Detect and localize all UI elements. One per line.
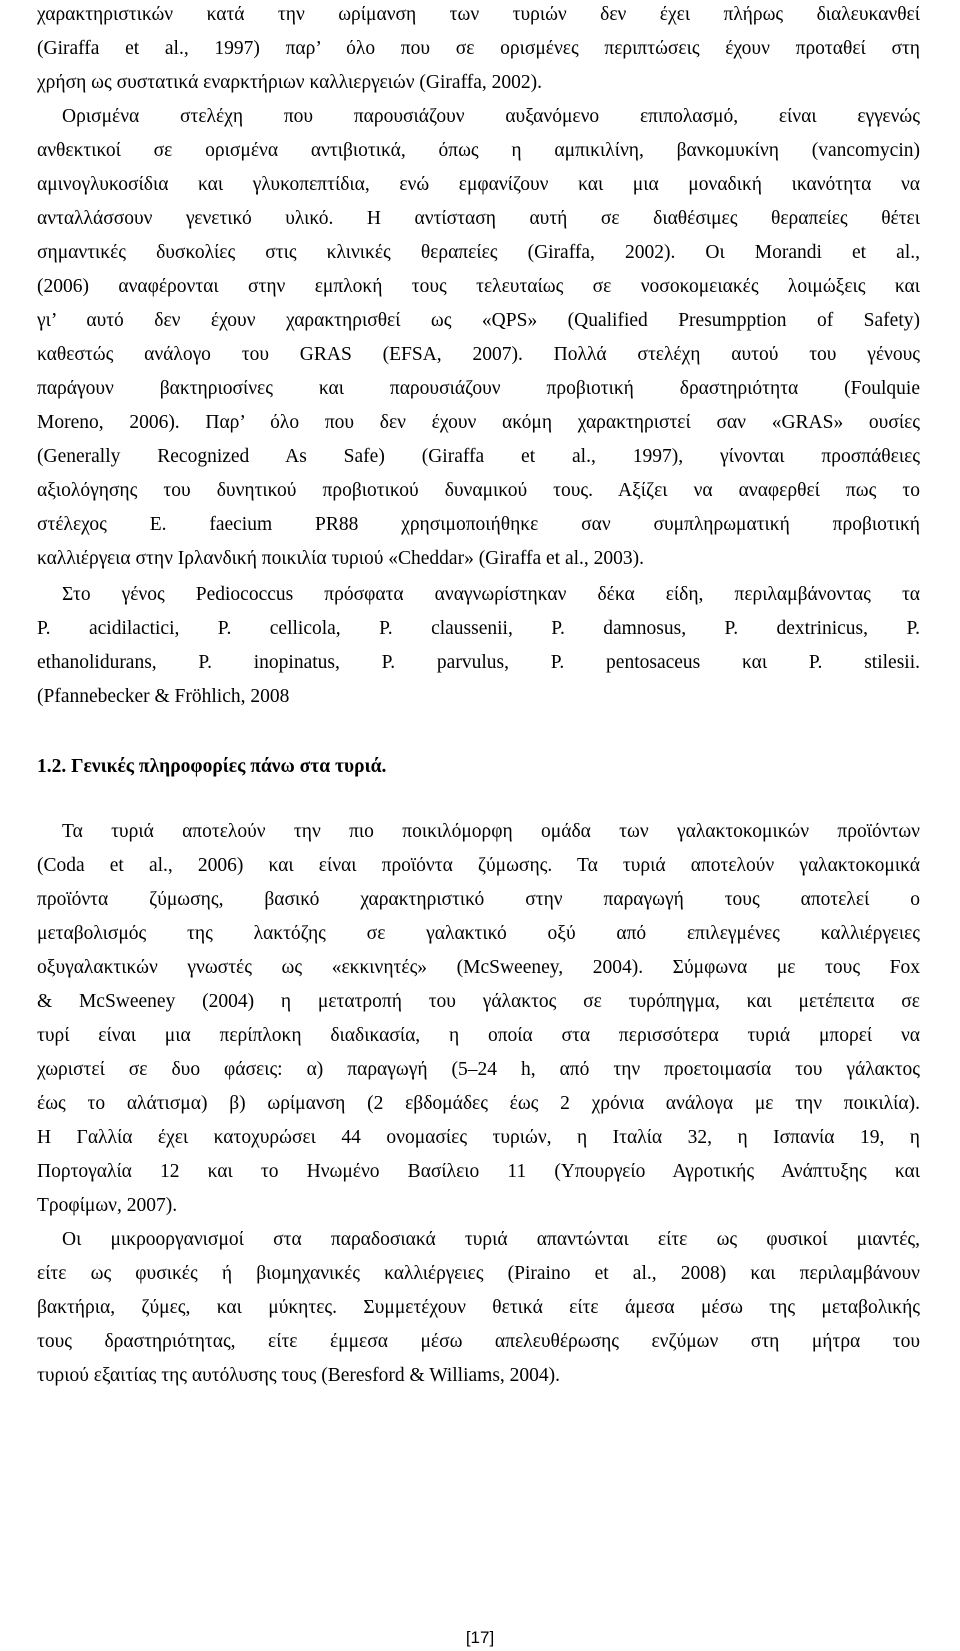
paragraph-3-line-11: Πορτογαλία 12 και το Ηνωμένο Βασίλειο 11 (Υπουργείο Αγροτικής Ανάπτυξης και [37,1161,920,1182]
paragraph-1-line-15: αξιολόγησης του δυνητικού προβιοτικού δυναμικού τους. Αξίζει να αναφερθεί πως το [37,480,920,501]
paragraph-1-line-5: ανθεκτικοί σε ορισμένα αντιβιοτικά, όπως η αμπικιλίνη, βανκομυκίνη (vancomycin) [37,140,920,161]
paragraph-1-line-9: (2006) αναφέρονται στην εμπλοκή τους τελευταίως σε νοσοκομειακές λοιμώξεις και [37,276,920,297]
paragraph-4-line-2: είτε ως φυσικές ή βιομηχανικές καλλιέργειες (Piraino et al., 2008) και περιλαμβάνουν [37,1263,920,1284]
paragraph-1-line-10: γι’ αυτό δεν έχουν χαρακτηρισθεί ως «QPS» (Qualified Presumpption of Safety) [37,310,920,331]
paragraph-2-line-2: P. acidilactici, P. cellicola, P. claussenii, P. damnosus, P. dextrinicus, P. [37,618,920,639]
paragraph-2-line-4: (Pfannebecker & Fröhlich, 2008 [37,686,290,707]
paragraph-2-line-1: Στο γένος Pediococcus πρόσφατα αναγνωρίστηκαν δέκα είδη, περιλαμβάνοντας τα [62,584,920,605]
paragraph-1-line-16: στέλεχος E. faecium PR88 χρησιμοποιήθηκε σαν συμπληρωματική προβιοτική [37,514,920,535]
paragraph-1-line-7: ανταλλάσσουν γενετικό υλικό. Η αντίσταση αυτή σε διαθέσιμες θεραπείες θέτει [37,208,920,229]
paragraph-3-line-1: Τα τυριά αποτελούν την πιο ποικιλόμορφη ομάδα των γαλακτοκομικών προϊόντων [62,821,920,842]
paragraph-4-line-4: τους δραστηριότητας, είτε έμμεσα μέσω απελευθέρωσης ενζύμων στη μήτρα του [37,1331,920,1352]
paragraph-1-line-11: καθεστώς ανάλογο του GRAS (EFSA, 2007). Πολλά στελέχη αυτού του γένους [37,344,920,365]
paragraph-1-line-3: χρήση ως συστατικά εναρκτήριων καλλιεργειών (Giraffa, 2002). [37,72,542,93]
paragraph-3-line-9: έως το αλάτισμα) β) ωρίμανση (2 εβδομάδες έως 2 χρόνια ανάλογα με την ποικιλία). [37,1093,920,1114]
paragraph-1-line-17: καλλιέργεια στην Ιρλανδική ποικιλία τυριού «Cheddar» (Giraffa et al., 2003). [37,548,645,569]
section-heading: 1.2. Γενικές πληροφορίες πάνω στα τυριά. [37,756,387,777]
paragraph-1-line-13: Moreno, 2006). Παρ’ όλο που δεν έχουν ακόμη χαρακτηριστεί σαν «GRAS» ουσίες [37,412,920,433]
paragraph-4-line-5: τυριού εξαιτίας της αυτόλυσης τους (Beresford & Williams, 2004). [37,1365,561,1386]
paragraph-1-line-1: χαρακτηριστικών κατά την ωρίμανση των τυριών δεν έχει πλήρως διαλευκανθεί [37,4,920,25]
page-number: [17] [465,1628,495,1647]
paragraph-1-line-8: σημαντικές δυσκολίες στις κλινικές θεραπείες (Giraffa, 2002). Οι Morandi et al., [37,242,920,263]
paragraph-3-line-8: χωριστεί σε δυο φάσεις: α) παραγωγή (5–24 h, από την προετοιμασία του γάλακτος [37,1059,920,1080]
paragraph-3-line-4: μεταβολισμός της λακτόζης σε γαλακτικό οξύ από επιλεγμένες καλλιέργειες [37,923,920,944]
paragraph-2-line-3: ethanolidurans, P. inopinatus, P. parvulus, P. pentosaceus και P. stilesii. [37,652,920,673]
paragraph-4-line-1: Οι μικροοργανισμοί στα παραδοσιακά τυριά απαντώνται είτε ως φυσικοί μιαντές, [62,1229,920,1250]
paragraph-3-line-6: & McSweeney (2004) η μετατροπή του γάλακτος σε τυρόπηγμα, και μετέπειτα σε [37,991,920,1012]
paragraph-3-line-10: Η Γαλλία έχει κατοχυρώσει 44 ονομασίες τυριών, η Ιταλία 32, η Ισπανία 19, η [37,1127,920,1148]
paragraph-3-line-5: οξυγαλακτικών γνωστές ως «εκκινητές» (McSweeney, 2004). Σύμφωνα με τους Fox [37,957,920,978]
paragraph-3-line-7: τυρί είναι μια περίπλοκη διαδικασία, η οποία στα περισσότερα τυριά μπορεί να [37,1025,920,1046]
paragraph-3-line-2: (Coda et al., 2006) και είναι προϊόντα ζύμωσης. Τα τυριά αποτελούν γαλακτοκομικά [37,855,920,876]
paragraph-1-line-4: Ορισμένα στελέχη που παρουσιάζουν αυξανόμενο επιπολασμό, είναι εγγενώς [62,106,920,127]
paragraph-1-line-6: αμινογλυκοσίδια και γλυκοπεπτίδια, ενώ εμφανίζουν και μια μοναδική ικανότητα να [37,174,920,195]
paragraph-4-line-3: βακτήρια, ζύμες, και μύκητες. Συμμετέχουν θετικά είτε άμεσα μέσω της μεταβολικής [37,1297,920,1318]
paragraph-1-line-12: παράγουν βακτηριοσίνες και παρουσιάζουν προβιοτική δραστηριότητα (Foulquie [37,378,920,399]
paragraph-1-line-2: (Giraffa et al., 1997) παρ’ όλο που σε ορισμένες περιπτώσεις έχουν προταθεί στη [37,38,920,59]
paragraph-3-line-12: Τροφίμων, 2007). [37,1195,178,1216]
paragraph-3-line-3: προϊόντα ζύμωσης, βασικό χαρακτηριστικό στην παραγωγή τους αποτελεί ο [37,889,920,910]
paragraph-1-line-14: (Generally Recognized As Safe) (Giraffa et al., 1997), γίνονται προσπάθειες [37,446,920,467]
